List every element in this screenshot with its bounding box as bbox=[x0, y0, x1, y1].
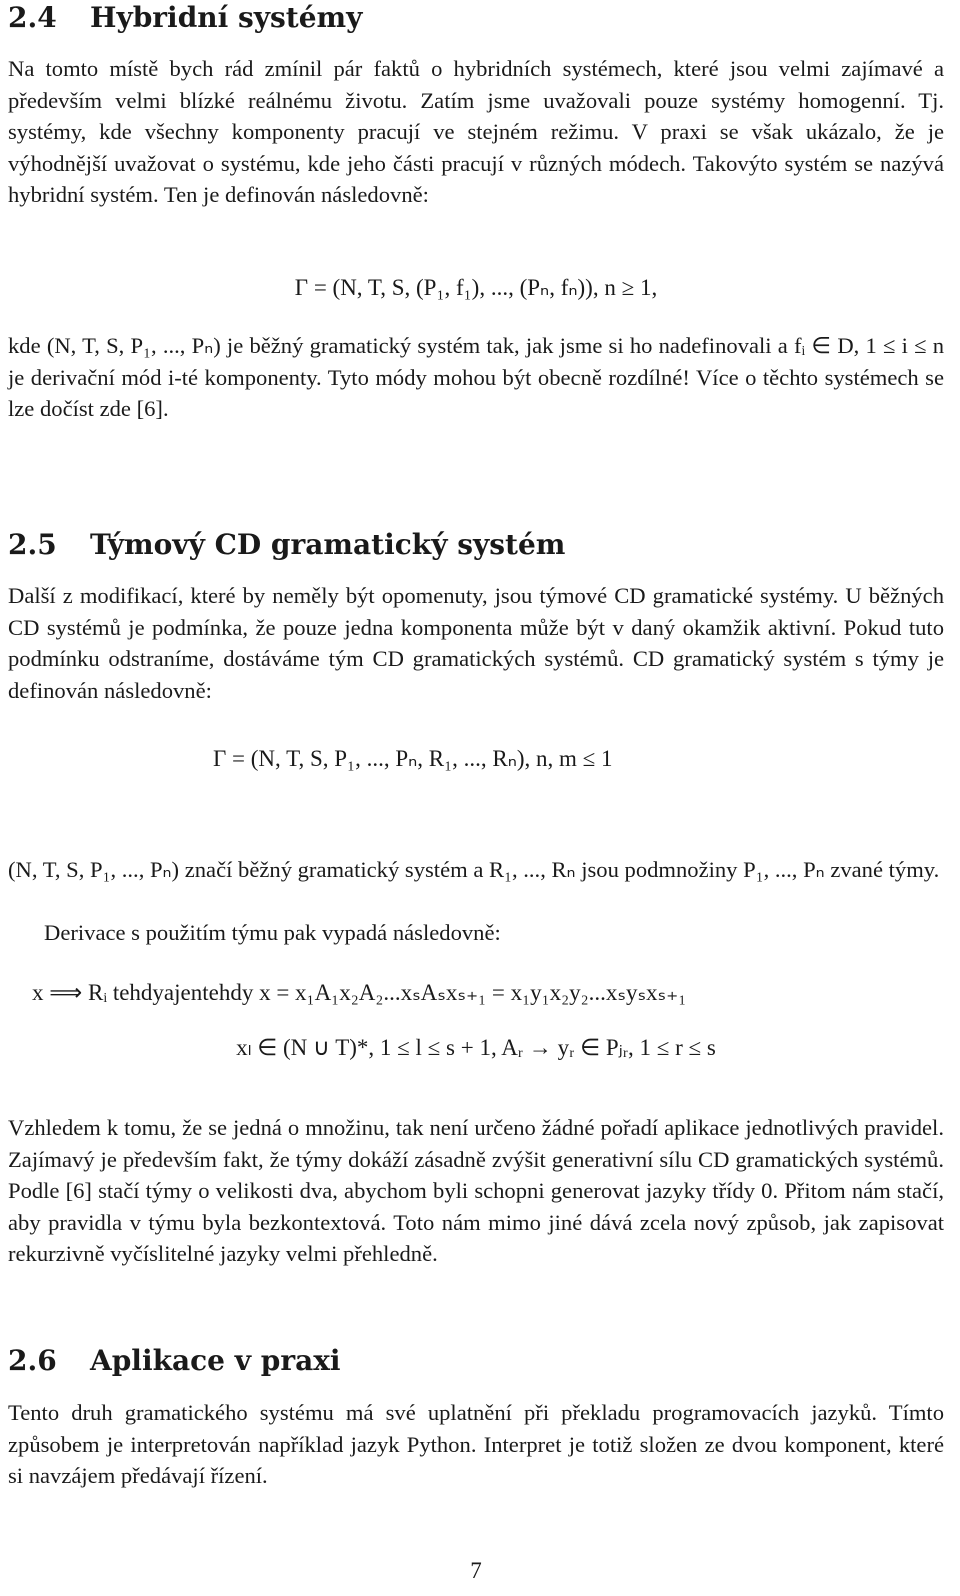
section-number: 2.5 bbox=[8, 528, 57, 561]
paragraph-hybrid-intro: Na tomto místě bych rád zmínil pár faktů o hybridních systémech, které jsou velmi zajímavé a především velmi blízké reálnému životu. Zatím jsme uvažovali pouze systémy homogenní. Tj. systémy, kde všechny komponenty pracují ve stejném režimu. V praxi se však ukázalo, že je výhodnější uvažovat o systému, kde jeho části pracují v různých módech. Takovýto systém se nazývá hybridní systém. Ten je definován následovně: bbox=[8, 56, 944, 207]
formula-derivation-conditions: xₗ ∈ (N ∪ T)*, 1 ≤ l ≤ s + 1, Aᵣ → yᵣ ∈ Pⱼᵣ, 1 ≤ r ≤ s bbox=[236, 1035, 716, 1060]
page-number: 7 bbox=[470, 1558, 482, 1583]
document-page bbox=[8, 0, 944, 1596]
paragraph-team-properties: Vzhledem k tomu, že se jedná o množinu, tak není určeno žádné pořadí aplikace jednotlivých pravidel. Zajímavý je především fakt, že týmy dokáží zásadně zvýšit generativní sílu CD gramatických systémů. Podle [6] stačí týmy o velikosti dva, abychom byli schopni generovat jazyky třídy 0. Přitom nám stačí, aby pravidla v týmu byla bezkontextová. Toto nám mimo jiné dává zcela nový způsob, jak zapisovat rekurzivně vyčíslitelné jazyky velmi přehledně. bbox=[8, 1115, 944, 1266]
paragraph-team-explanation: (N, T, S, P₁, ..., Pₙ) značí běžný gramatický systém a R₁, ..., Rₙ jsou podmnožiny P₁, ..., Pₙ zvané týmy. bbox=[8, 857, 940, 882]
section-heading-2-6 bbox=[8, 1344, 341, 1378]
section-heading-2-5 bbox=[8, 528, 565, 562]
section-heading-2-4 bbox=[8, 1, 362, 35]
section-title: Aplikace v praxi bbox=[90, 1344, 341, 1377]
section-title: Týmový CD gramatický systém bbox=[90, 528, 566, 561]
derivation-intro-text: Derivace s použitím týmu pak vypadá následovně: bbox=[44, 920, 501, 945]
section-number: 2.4 bbox=[8, 1, 57, 34]
formula-hybrid-system: Γ = (N, T, S, (P₁, f₁), ..., (Pₙ, fₙ)), n ≥ 1, bbox=[294, 275, 658, 300]
paragraph-derivation-intro bbox=[8, 917, 944, 949]
paragraph-practical-application: Tento druh gramatického systému má své uplatnění při překladu programovacích jazyků. Tímto způsobem je interpretován například jazyk Python. Interpret je totiž složen ze dvou komponent, které si navzájem předávají řízení. bbox=[8, 1400, 944, 1488]
paragraph-hybrid-explanation: kde (N, T, S, P₁, ..., Pₙ) je běžný gramatický systém tak, jak jsme si ho nadefinovali a fᵢ ∈ D, 1 ≤ i ≤ n je derivační mód i-té komponenty. Tyto módy mohou být obecně rozdílné! Více o těchto systémech se lze dočíst zde [6]. bbox=[8, 333, 944, 421]
paragraph-team-intro: Další z modifikací, které by neměly být opomenuty, jsou týmové CD gramatické systémy. U běžných CD systémů je podmínka, že pouze jedna komponenta může být v daný okamžik aktivní. Pokud tuto podmínku odstraníme, dostáváme tým CD gramatických systémů. CD gramatický systém s týmy je definován následovně: bbox=[8, 583, 944, 703]
section-title: Hybridní systémy bbox=[90, 1, 363, 34]
formula-team-system: Γ = (N, T, S, P₁, ..., Pₙ, R₁, ..., Rₙ), n, m ≤ 1 bbox=[213, 746, 613, 771]
formula-team-derivation: x ⟹ Rᵢ tehdyajentehdy x = x₁A₁x₂A₂...xₛAₛxₛ₊₁ = x₁y₁x₂y₂...xₛyₛxₛ₊₁ bbox=[32, 980, 687, 1005]
section-number: 2.6 bbox=[8, 1344, 57, 1377]
